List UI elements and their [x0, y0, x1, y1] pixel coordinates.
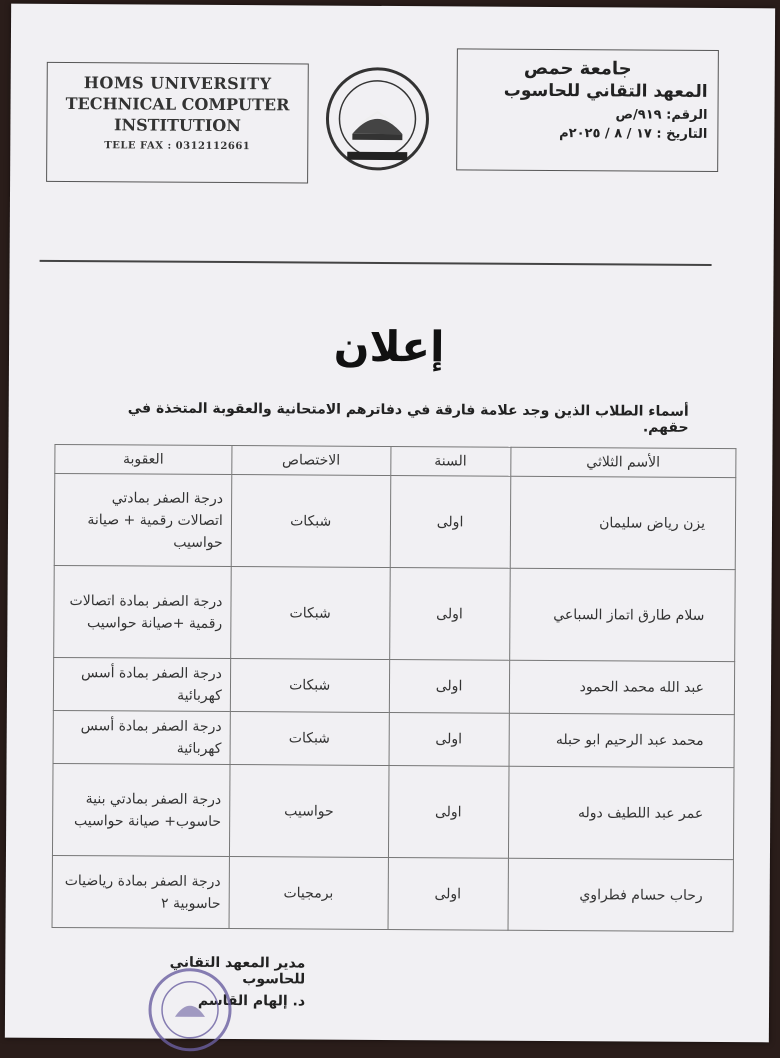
document-page — [5, 4, 775, 1043]
header-penalty: العقوبة — [55, 444, 232, 474]
student-specialty: برمجيات — [229, 857, 388, 930]
announcement-title: إعلان — [333, 321, 445, 372]
student-penalty: درجة الصفر بمادة اتصالات رقمية +صيانة حواسيب — [54, 565, 231, 658]
student-specialty: شبكات — [231, 567, 390, 660]
table-row — [53, 657, 734, 714]
table-row — [54, 473, 736, 569]
reference-number: الرقم: ٩١٩/ص — [615, 107, 708, 123]
institute-name-en-1: TECHNICAL COMPUTER — [65, 94, 290, 115]
header-divider — [40, 260, 712, 266]
arabic-letterhead — [456, 48, 719, 172]
english-letterhead — [46, 62, 309, 184]
student-penalty: درجة الصفر بمادة أسس كهربائية — [53, 657, 230, 711]
telefax: TELE FAX : 0312112661 — [104, 140, 251, 153]
institute-name-ar: المعهد التقاني للحاسوب — [503, 80, 708, 102]
student-penalty: درجة الصفر بمادة أسس كهربائية — [53, 710, 230, 764]
table-row — [54, 565, 736, 661]
penalties-table — [52, 444, 737, 932]
student-specialty: شبكات — [230, 659, 389, 713]
table-row — [52, 855, 733, 931]
student-penalty: درجة الصفر بمادتي اتصالات رقمية + صيانة حواسيب — [54, 473, 231, 566]
student-penalty: درجة الصفر بمادتي بنية حاسوب+ صيانة حواسيب — [52, 763, 229, 856]
university-name-ar: جامعة حمص — [523, 57, 632, 80]
student-name: محمد عبد الرحيم ابو حبله — [509, 713, 735, 767]
student-name: عمر عبد اللطيف دوله — [508, 766, 734, 859]
table-row — [53, 710, 734, 767]
student-specialty: حواسيب — [229, 765, 388, 858]
student-specialty: شبكات — [231, 475, 390, 568]
student-year: اولى — [389, 567, 510, 660]
student-name: سلام طارق اتماز السباعي — [509, 568, 735, 661]
table-row — [52, 763, 734, 859]
header-year: السنة — [390, 447, 510, 477]
student-year: اولى — [388, 765, 509, 858]
document-date: التاريخ : ١٧ / ٨ / ٢٠٢٥م — [559, 126, 708, 142]
student-name: عبد الله محمد الحمود — [509, 660, 735, 714]
signer-role: مدير المعهد التقاني للحاسوب — [169, 954, 306, 988]
student-year: اولى — [389, 712, 509, 766]
institute-name-en-2: INSTITUTION — [113, 115, 241, 136]
university-name-en: HOMS UNIVERSITY — [83, 73, 272, 94]
official-stamp — [145, 965, 236, 1056]
signer-name: د. إلهام القاسم — [197, 992, 306, 1010]
student-year: اولى — [390, 476, 511, 569]
university-logo — [322, 64, 433, 175]
student-penalty: درجة الصفر بمادة رياضيات حاسوبية ٢ — [52, 855, 229, 928]
student-name: رحاب حسام فطراوي — [508, 858, 734, 931]
student-year: اولى — [389, 659, 509, 713]
intro-text: أسماء الطلاب الذين وجد علامة فارقة في دفاترهم الامتحانية والعقوبة المتخذة في حقهم. — [127, 400, 689, 436]
header-specialty: الاختصاص — [232, 446, 391, 476]
student-year: اولى — [388, 857, 508, 930]
student-specialty: شبكات — [230, 712, 389, 766]
student-name: يزن رياض سليمان — [510, 476, 736, 569]
table-header-row — [55, 444, 736, 477]
header-name: الأسم الثلاثي — [510, 447, 736, 477]
